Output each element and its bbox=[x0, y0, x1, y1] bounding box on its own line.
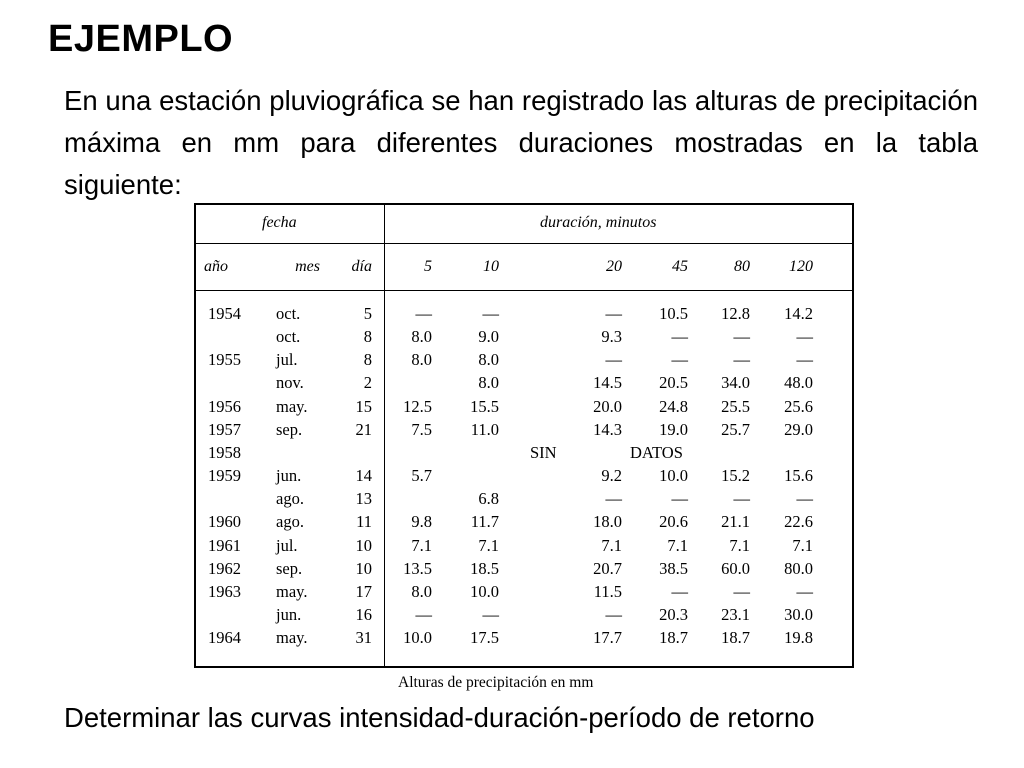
cell-d120: 25.6 bbox=[784, 396, 813, 416]
cell-mes: ago. bbox=[276, 489, 304, 509]
cell-mes: may. bbox=[276, 396, 308, 416]
cell-d80: 34.0 bbox=[721, 373, 750, 393]
cell-mes: sep. bbox=[276, 558, 303, 578]
cell-mes: sep. bbox=[276, 419, 303, 439]
cell-d5: 8.0 bbox=[411, 581, 432, 601]
cell-mes: jun. bbox=[276, 604, 302, 624]
cell-dia: 14 bbox=[355, 466, 372, 486]
cell-dia: 21 bbox=[355, 419, 372, 439]
cell-d120: — bbox=[796, 489, 813, 509]
cell-dia: 11 bbox=[356, 512, 372, 532]
cell-ano: 1954 bbox=[208, 304, 241, 323]
cell-d5: 5.7 bbox=[411, 466, 432, 486]
cell-d20: — bbox=[605, 304, 622, 323]
cell-d20: — bbox=[605, 489, 622, 509]
cell-d80: 23.1 bbox=[721, 604, 750, 624]
cell-dia: 16 bbox=[355, 604, 372, 624]
column-header-d80: 80 bbox=[734, 258, 750, 275]
cell-dia: 10 bbox=[355, 558, 372, 578]
table-header-divider-2 bbox=[196, 290, 852, 291]
cell-ano: 1955 bbox=[208, 350, 241, 370]
cell-d5: 13.5 bbox=[403, 558, 432, 578]
cell-d45: 20.3 bbox=[659, 604, 688, 624]
column-header-mes: mes bbox=[295, 258, 320, 275]
cell-d10: 17.5 bbox=[470, 628, 499, 648]
column-header-d45: 45 bbox=[672, 258, 688, 275]
cell-ano: 1964 bbox=[208, 628, 241, 648]
cell-d80: 15.2 bbox=[721, 466, 750, 486]
cell-mes: may. bbox=[276, 628, 308, 648]
cell-ano: 1958 bbox=[208, 442, 241, 462]
cell-d5: 9.8 bbox=[411, 512, 432, 532]
cell-d45: 10.0 bbox=[659, 466, 688, 486]
cell-d20: 17.7 bbox=[593, 628, 622, 648]
cell-ano: 1962 bbox=[208, 558, 241, 578]
cell-d80: — bbox=[733, 327, 750, 347]
cell-mes: oct. bbox=[276, 304, 301, 323]
cell-d80: — bbox=[733, 489, 750, 509]
intro-paragraph: En una estación pluviográfica se han registrado las alturas de precipitación máxima en mm para diferentes duraciones mostradas en la tabla siguiente: bbox=[64, 85, 978, 200]
slide-title: EJEMPLO bbox=[48, 18, 234, 60]
cell-d80: 60.0 bbox=[721, 558, 750, 578]
cell-dia: 8 bbox=[363, 350, 372, 370]
cell-d10: 8.0 bbox=[478, 373, 499, 393]
cell-ano: 1959 bbox=[208, 466, 241, 486]
cell-ano: 1960 bbox=[208, 512, 241, 532]
cell-d20: 9.3 bbox=[601, 327, 622, 347]
cell-d45: — bbox=[671, 327, 688, 347]
column-header-d20: 20 bbox=[606, 258, 622, 275]
cell-d120: 30.0 bbox=[784, 604, 813, 624]
cell-d45: — bbox=[671, 489, 688, 509]
cell-d20: 9.2 bbox=[601, 466, 622, 486]
cell-d20: 14.5 bbox=[593, 373, 622, 393]
cell-d45: 10.5 bbox=[659, 304, 688, 323]
cell-d20: — bbox=[605, 604, 622, 624]
cell-d80: 21.1 bbox=[721, 512, 750, 532]
cell-ano: 1957 bbox=[208, 419, 241, 439]
cell-d120: 48.0 bbox=[784, 373, 813, 393]
cell-d80: 25.5 bbox=[721, 396, 750, 416]
cell-dia: 15 bbox=[355, 396, 372, 416]
no-data-label-datos: DATOS bbox=[630, 442, 683, 462]
cell-d120: — bbox=[796, 350, 813, 370]
cell-mes: jun. bbox=[276, 466, 302, 486]
column-header-ano: año bbox=[204, 258, 228, 275]
cell-dia: 31 bbox=[355, 628, 372, 648]
cell-d120: 15.6 bbox=[784, 466, 813, 486]
no-data-label-sin: SIN bbox=[530, 442, 557, 462]
cell-d20: 14.3 bbox=[593, 419, 622, 439]
cell-d5: 7.1 bbox=[411, 535, 432, 555]
cell-d10: 11.7 bbox=[470, 512, 499, 532]
cell-d5: 8.0 bbox=[411, 327, 432, 347]
column-header-dia: día bbox=[351, 258, 372, 275]
cell-d120: 29.0 bbox=[784, 419, 813, 439]
cell-d10: — bbox=[482, 304, 499, 323]
cell-ano: 1963 bbox=[208, 581, 241, 601]
cell-d20: — bbox=[605, 350, 622, 370]
cell-ano: 1961 bbox=[208, 535, 241, 555]
cell-d120: 14.2 bbox=[784, 304, 813, 323]
column-header-d120: 120 bbox=[789, 258, 813, 275]
cell-d80: — bbox=[733, 350, 750, 370]
cell-d80: 25.7 bbox=[721, 419, 750, 439]
cell-d5: — bbox=[415, 604, 432, 624]
cell-d45: — bbox=[671, 350, 688, 370]
cell-d20: 20.0 bbox=[593, 396, 622, 416]
cell-mes: nov. bbox=[276, 373, 304, 393]
cell-d10: 6.8 bbox=[478, 489, 499, 509]
cell-d20: 7.1 bbox=[601, 535, 622, 555]
header-duracion: duración, minutos bbox=[540, 214, 657, 231]
cell-d45: 7.1 bbox=[667, 535, 688, 555]
cell-d5: — bbox=[415, 304, 432, 323]
cell-d10: 8.0 bbox=[478, 350, 499, 370]
precipitation-table bbox=[194, 203, 854, 668]
cell-d80: 7.1 bbox=[729, 535, 750, 555]
cell-d45: 20.6 bbox=[659, 512, 688, 532]
conclusion-text: Determinar las curvas intensidad-duración-período de retorno bbox=[64, 702, 815, 733]
cell-d80: 18.7 bbox=[721, 628, 750, 648]
cell-d5: 10.0 bbox=[403, 628, 432, 648]
cell-dia: 8 bbox=[363, 327, 372, 347]
cell-d10: 10.0 bbox=[470, 581, 499, 601]
cell-mes: oct. bbox=[276, 327, 301, 347]
cell-d45: 18.7 bbox=[659, 628, 688, 648]
cell-d120: — bbox=[796, 327, 813, 347]
cell-mes: may. bbox=[276, 581, 308, 601]
cell-d10: 15.5 bbox=[470, 396, 499, 416]
cell-d80: — bbox=[733, 581, 750, 601]
column-header-d10: 10 bbox=[483, 258, 499, 275]
table-header-divider-1 bbox=[196, 243, 852, 244]
cell-d120: 22.6 bbox=[784, 512, 813, 532]
cell-d45: 24.8 bbox=[659, 396, 688, 416]
cell-d10: 18.5 bbox=[470, 558, 499, 578]
cell-d5: 12.5 bbox=[403, 396, 432, 416]
cell-d20: 20.7 bbox=[593, 558, 622, 578]
cell-d10: 11.0 bbox=[470, 419, 499, 439]
cell-d80: 12.8 bbox=[721, 304, 750, 323]
cell-dia: 13 bbox=[355, 489, 372, 509]
column-header-d5: 5 bbox=[424, 258, 432, 275]
cell-d45: 19.0 bbox=[659, 419, 688, 439]
cell-dia: 17 bbox=[355, 581, 372, 601]
cell-dia: 10 bbox=[355, 535, 372, 555]
cell-d120: 7.1 bbox=[792, 535, 813, 555]
cell-d20: 11.5 bbox=[593, 581, 622, 601]
cell-d45: — bbox=[671, 581, 688, 601]
cell-d120: — bbox=[796, 581, 813, 601]
cell-d5: 8.0 bbox=[411, 350, 432, 370]
header-fecha: fecha bbox=[262, 214, 297, 231]
cell-d45: 38.5 bbox=[659, 558, 688, 578]
cell-d120: 80.0 bbox=[784, 558, 813, 578]
cell-mes: jul. bbox=[276, 535, 298, 555]
cell-d10: — bbox=[482, 604, 499, 624]
table-caption: Alturas de precipitación en mm bbox=[398, 674, 594, 691]
cell-d120: 19.8 bbox=[784, 628, 813, 648]
cell-d10: 9.0 bbox=[478, 327, 499, 347]
cell-mes: jul. bbox=[276, 350, 298, 370]
cell-d5: 7.5 bbox=[411, 419, 432, 439]
cell-dia: 5 bbox=[363, 304, 372, 323]
cell-d10: 7.1 bbox=[478, 535, 499, 555]
cell-dia: 2 bbox=[363, 373, 372, 393]
cell-d20: 18.0 bbox=[593, 512, 622, 532]
cell-ano: 1956 bbox=[208, 396, 241, 416]
cell-d45: 20.5 bbox=[659, 373, 688, 393]
cell-mes: ago. bbox=[276, 512, 304, 532]
